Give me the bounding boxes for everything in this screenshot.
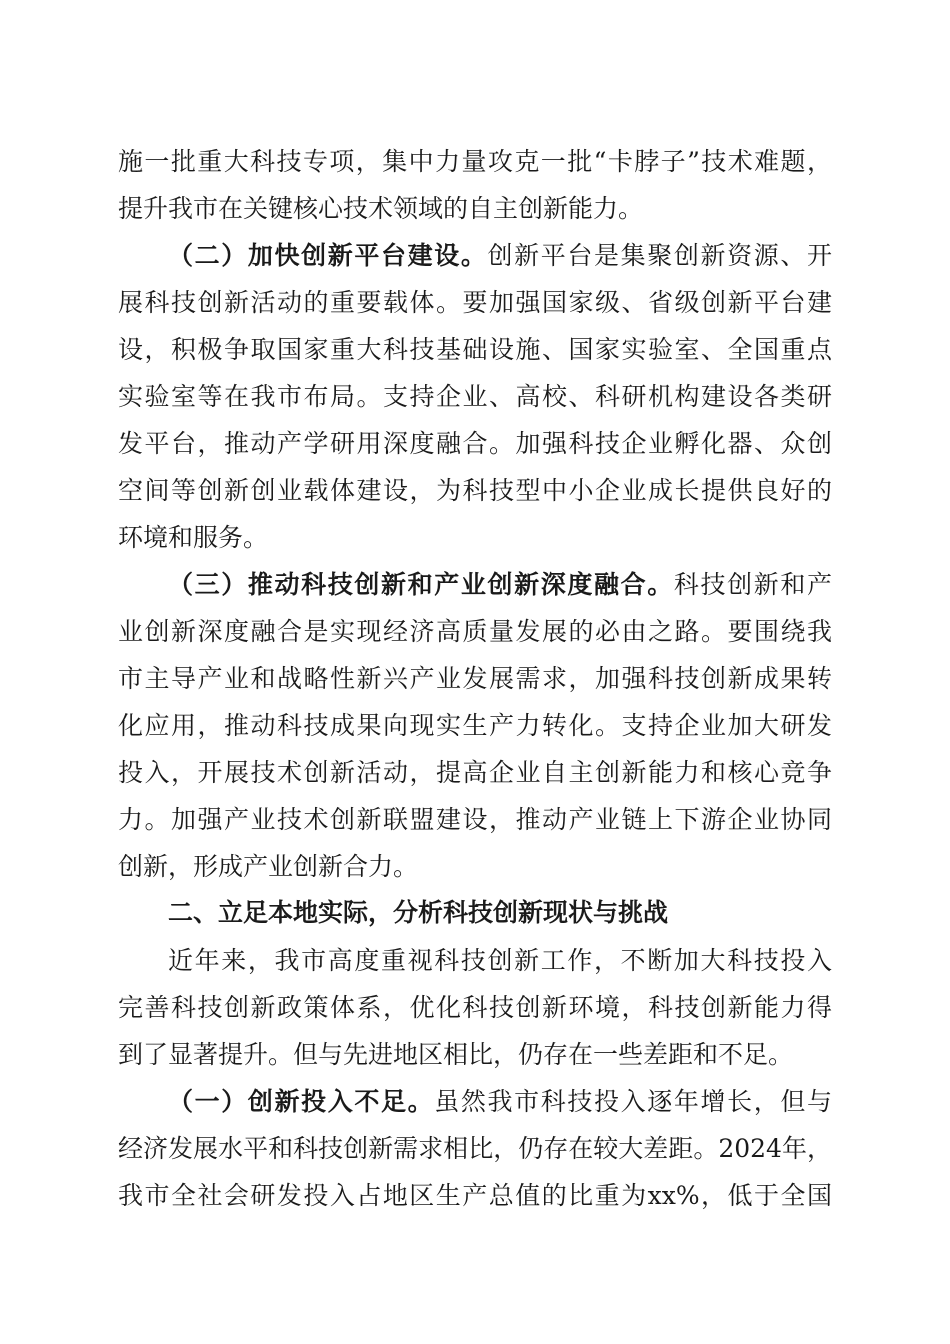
paragraph-line: 力。加强产业技术创新联盟建设，推动产业链上下游企业协同 <box>118 805 832 834</box>
paragraph-line: 空间等创新创业载体建设，为科技型中小企业成长提供良好的 <box>118 476 832 505</box>
paragraph-line: 经济发展水平和科技创新需求相比，仍存在较大差距。2024年， <box>118 1134 832 1163</box>
paragraph-text: 虽然我市科技投入逐年增长，但与 <box>434 1087 832 1116</box>
paragraph-line: 业创新深度融合是实现经济高质量发展的必由之路。要围绕我 <box>118 617 832 646</box>
paragraph-line: 创新，形成产业创新合力。 <box>118 852 419 881</box>
paragraph-line: 展科技创新活动的重要载体。要加强国家级、省级创新平台建 <box>118 288 832 317</box>
paragraph-line: 实验室等在我市布局。支持企业、高校、科研机构建设各类研 <box>118 382 832 411</box>
paragraph-line: 我市全社会研发投入占地区生产总值的比重为xx%，低于全国 <box>118 1181 832 1210</box>
paragraph-line: 环境和服务。 <box>118 523 269 552</box>
paragraph-line: 化应用，推动科技成果向现实生产力转化。支持企业加大研发 <box>118 711 832 740</box>
paragraph-line: 完善科技创新政策体系，优化科技创新环境，科技创新能力得 <box>118 993 832 1022</box>
section-heading: 二、立足本地实际，分析科技创新现状与挑战 <box>168 898 669 927</box>
paragraph-line: 设，积极争取国家重大科技基础设施、国家实验室、全国重点 <box>118 335 832 364</box>
section-lead: （二）加快创新平台建设。 <box>168 241 488 270</box>
paragraph-line <box>168 565 832 605</box>
paragraph-line: 投入，开展技术创新活动，提高企业自主创新能力和核心竞争 <box>118 758 832 787</box>
paragraph-line <box>168 236 832 276</box>
paragraph-line: 施一批重大科技专项，集中力量攻克一批“卡脖子”技术难题， <box>118 147 832 176</box>
paragraph-line <box>168 1082 832 1122</box>
paragraph-text: 创新平台是集聚创新资源、开 <box>487 241 832 270</box>
paragraph-line: 提升我市在关键核心技术领域的自主创新能力。 <box>118 194 644 223</box>
section-lead: （三）推动科技创新和产业创新深度融合。 <box>168 570 674 599</box>
section-lead: （一）创新投入不足。 <box>168 1087 435 1116</box>
paragraph-line: 市主导产业和战略性新兴产业发展需求，加强科技创新成果转 <box>118 664 832 693</box>
paragraph-line: 到了显著提升。但与先进地区相比，仍存在一些差距和不足。 <box>118 1040 794 1069</box>
paragraph-text: 科技创新和产 <box>673 570 832 599</box>
paragraph-line: 近年来，我市高度重视科技创新工作，不断加大科技投入 <box>168 946 832 975</box>
paragraph-line: 发平台，推动产学研用深度融合。加强科技企业孵化器、众创 <box>118 429 832 458</box>
